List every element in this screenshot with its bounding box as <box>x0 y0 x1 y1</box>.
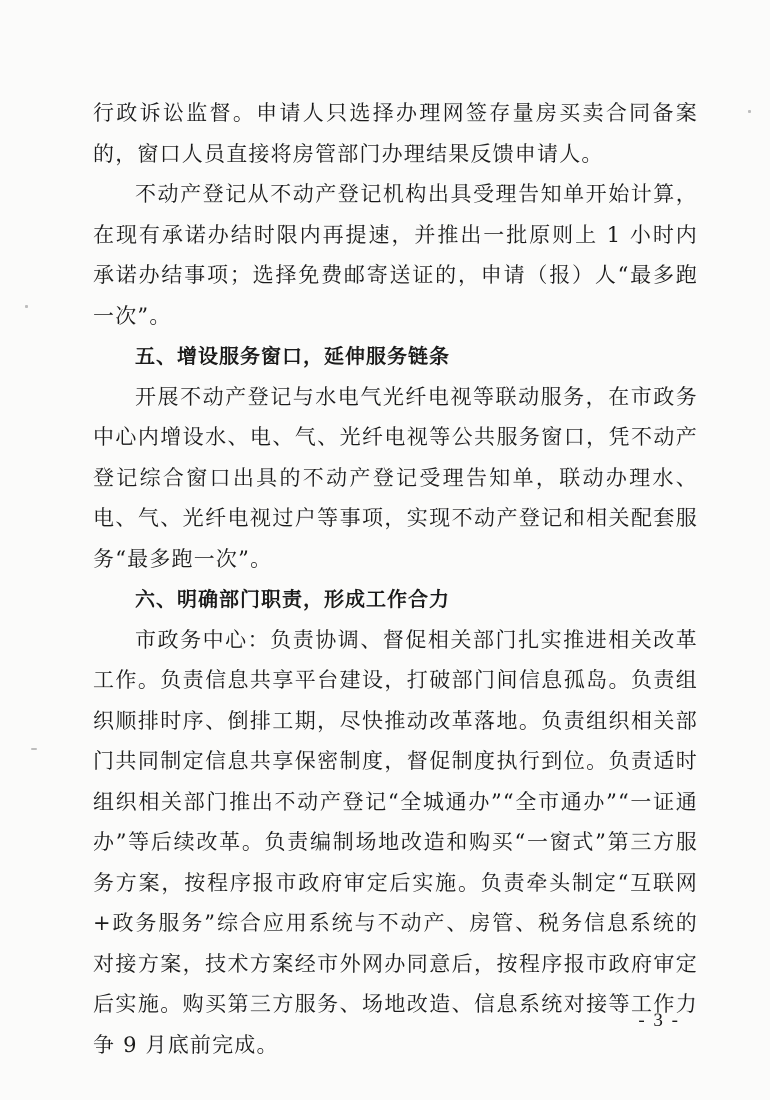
page-number: - 3 - <box>638 1010 680 1031</box>
body-text <box>93 93 698 1065</box>
section-heading-5: 五、增设服务窗口，延伸服务链条 <box>135 344 450 368</box>
paragraph-continuation: 行政诉讼监督。申请人只选择办理网签存量房买卖合同备案的，窗口人员直接将房管部门办理结果反馈申请人。 <box>93 101 698 166</box>
scan-speck <box>31 748 37 750</box>
paragraph-registration-timing: 不动产登记从不动产登记机构出具受理告知单开始计算，在现有承诺办结时限内再提速，并推出一批原则上 1 小时内承诺办结事项；选择免费邮寄送证的，申请（报）人“最多跑一次”。 <box>93 182 698 328</box>
section-heading-6: 六、明确部门职责，形成工作合力 <box>135 587 450 611</box>
scan-speck <box>748 110 751 113</box>
paragraph-government-center-duties: 市政务中心：负责协调、督促相关部门扎实推进相关改革工作。负责信息共享平台建设，打破部门间信息孤岛。负责组织顺排时序、倒排工期，尽快推动改革落地。负责组织相关部门共同制定信息共享保密制度，督促制度执行到位。负责适时组织相关部门推出不动产登记“全城通办”“全市通办”“一证通办”等后续改革。负责编制场地改造和购买“一窗式”第三方服务方案，按程序报市政府审定后实施。负责牵头制定“互联网+政务服务”综合应用系统与不动产、房管、税务信息系统的对接方案，技术方案经市外网办同意后，按程序报市政府审定后实施。购买第三方服务、场地改造、信息系统对接等工作力争 9 月底前完成。 <box>93 627 698 1057</box>
paragraph-linked-services: 开展不动产登记与水电气光纤电视等联动服务，在市政务中心内增设水、电、气、光纤电视等公共服务窗口，凭不动产登记综合窗口出具的不动产登记受理告知单，联动办理水、电、气、光纤电视过户等事项，实现不动产登记和相关配套服务“最多跑一次”。 <box>93 384 698 571</box>
scan-speck <box>25 305 28 308</box>
